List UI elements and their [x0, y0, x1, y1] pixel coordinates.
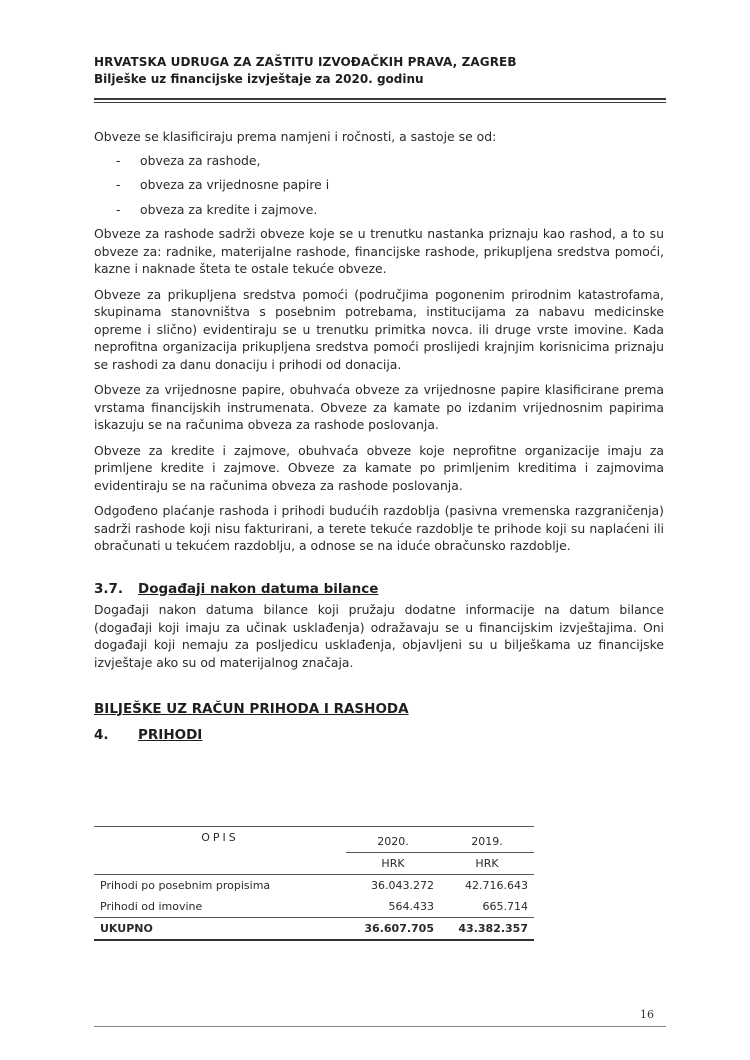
income-table [94, 826, 534, 941]
section-paragraph: Događaji nakon datuma bilance koji pružaju dodatne informacije na datum bilance (događaji koji imaju za učinak usklađenja) odražavaju se u financijskim izvještajima. Oni događaji koji nemaju za posljedicu usklađenja, objavljeni su u bilješkama uz financijske izvještaje ako su od materijalnog značaja. [94, 602, 664, 670]
section-heading-4 [94, 727, 664, 745]
value-2020: 564.433 [346, 896, 440, 918]
section-heading-3-7 [94, 581, 664, 599]
total-2019: 43.382.357 [440, 918, 534, 941]
notes-heading: BILJEŠKE UZ RAČUN PRIHODA I RASHODA [94, 701, 409, 717]
row-label: Prihodi po posebnim propisima [100, 879, 271, 892]
value-2019: 665.714 [440, 896, 534, 918]
column-header-year: 2020. [346, 831, 440, 853]
intro-paragraph: Obveze se klasificiraju prema namjeni i ročnosti, a sastoje se od: [94, 129, 497, 144]
organization-name: HRVATSKA UDRUGA ZA ZAŠTITU IZVOĐAČKIH PRAVA, ZAGREB [94, 55, 517, 69]
table-row [94, 896, 534, 918]
total-2020: 36.607.705 [346, 918, 440, 941]
footer-rule [94, 1026, 666, 1027]
liability-list [94, 152, 664, 219]
table-row [94, 875, 534, 897]
unit-label: HRK [440, 853, 534, 875]
table-total-row [94, 918, 534, 941]
paragraph: Obveze za prikupljena sredstva pomoći (područjima pogonenim prirodnim katastrofama, skupinama stanovništva s posebnim potrebama, institucijama za nabavu medicinske opreme i slično) evidentiraju se u trenutku primitka novca. ili druge vrste imovine. Kada neprofitna organizacija prikupljena sredstva pomoći proslijedi krajnjim korisnicima priznaju se rashodi za danu donaciju i prihodi od donacija. [94, 286, 664, 372]
row-label: Prihodi od imovine [94, 896, 346, 918]
paragraph: Obveze za rashode sadrži obveze koje se u trenutku nastanka priznaju kao rashod, a to su obveze za: radnike, materijalne rashode, financijske rashode, prikupljena sredstva pomoći, kazne i naknade šteta te ostale tekuće obveze. [94, 226, 664, 276]
unit-label: HRK [346, 853, 440, 875]
paragraph: Odgođeno plaćanje rashoda i prihodi budućih razdoblja (pasivna vremenska razgraničenja) sadrži rashode koji nisu fakturirani, a terete tekuće razdoblje te prihode koji su naplaćeni ili obračunati u tekućem razdoblju, a odnose se na iduće obračunsko razdoblje. [94, 503, 664, 553]
value-2019: 42.716.643 [465, 879, 528, 892]
section-title: PRIHODI [138, 726, 203, 743]
section-number: 3.7. [94, 580, 124, 597]
column-header-year: 2019. [440, 831, 534, 853]
document-subtitle: Bilješke uz financijske izvještaje za 2020. godinu [94, 72, 424, 86]
section-number: 4. [94, 726, 109, 743]
list-item: - obveza za rashode, [94, 152, 664, 170]
paragraph: Obveze za kredite i zajmove, obuhvaća obveze koje neprofitne organizacije imaju za primljene kredite i zajmove. Obveze za kamate po primljenim kreditima i zajmovima evidentiraju se na računima obveza za rashode poslovanja. [94, 442, 664, 493]
list-item: - obveza za vrijednosne papire i [94, 176, 664, 194]
column-header-description: OPIS [201, 831, 239, 844]
header-rule-thin [94, 102, 666, 103]
page-number: 16 [640, 1008, 654, 1021]
table-unit-row [94, 853, 534, 875]
header-rule [94, 98, 666, 100]
total-label: UKUPNO [94, 918, 346, 941]
table-header-row [94, 831, 534, 853]
page-header [94, 54, 666, 88]
section-title: Događaji nakon datuma bilance [138, 580, 379, 597]
page-content [94, 128, 664, 744]
value-2020: 36.043.272 [371, 879, 434, 892]
list-item: - obveza za kredite i zajmove. [94, 201, 664, 219]
paragraph: Obveze za vrijednosne papire, obuhvaća obveze za vrijednosne papire klasificirane prema vrstama financijskih instrumenata. Obveze za kamate po izdanim vrijednosnim papirima iskazuju se na računima obveza za rashode poslovanja. [94, 382, 664, 432]
